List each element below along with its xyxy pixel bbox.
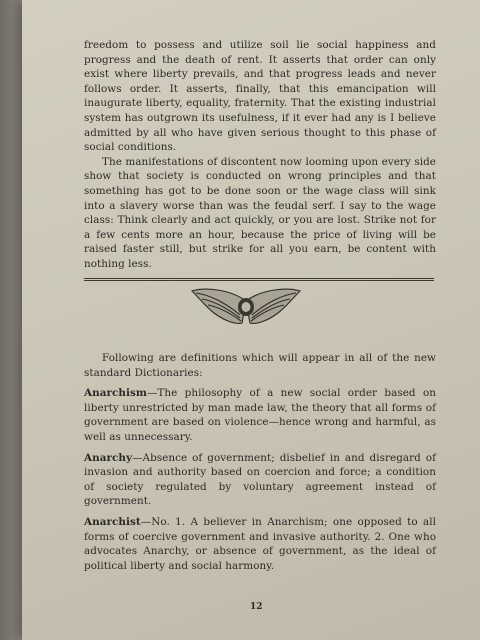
definitions-intro: Following are definitions which will appear in all of the new standard Dictionaries: bbox=[84, 352, 436, 379]
definition-text: —The philosophy of a new social order based on liberty unrestricted by man made law, the theory that all forms of government are based on violence—hence wrong and harmful, as well as unnecessary. bbox=[84, 387, 436, 443]
paragraph-2: The manifestations of discontent now looming upon every side show that society is conducted on wrong principles and that something has got to be done soon or the wage class will sink into a slavery worse than was the feudal serf. I say to the wage class: Think clearly and act quickly, or you are lost. Strike not for a few cents more an hour, because the price of living will be raised faster still, but strike for all you earn, be content with nothing less. bbox=[84, 155, 436, 270]
definition-term: Anarchism bbox=[84, 387, 147, 400]
paragraph-1: freedom to possess and utilize soil lie social happiness and progress and the death of rent. It asserts that order can only exist where liberty prevails, and that progress leads and never follows order. It asserts, finally, that this emancipation will inaugurate liberty, equality, fraternity. That the existing industrial system has outgrown its usefulness, if it ever had any is I believe admitted by all who have given serious thought to this phase of social conditions. bbox=[84, 39, 436, 154]
definition-anarchism bbox=[84, 386, 436, 444]
definition-anarchy bbox=[84, 451, 436, 509]
top-text bbox=[84, 38, 436, 272]
definition-anarchist bbox=[84, 515, 436, 573]
definition-term: Anarchy bbox=[84, 451, 133, 464]
definitions-section bbox=[84, 351, 436, 579]
definition-text: —No. 1. A believer in Anarchism; one opposed to all forms of coercive government and invasive authority. 2. One who advocates Anarchy, or absence of government, as the ideal of political liberty and social harmony. bbox=[84, 515, 436, 572]
section-rule bbox=[84, 278, 434, 281]
page-number: 12 bbox=[250, 602, 263, 612]
definition-term: Anarchist bbox=[84, 515, 141, 528]
winged-ornament-icon bbox=[190, 285, 302, 331]
definition-text: —Absence of government; disbelief in and disregard of invasion and authority based on coercion and force; a condition of society regulated by voluntary agreement instead of government. bbox=[84, 451, 436, 508]
